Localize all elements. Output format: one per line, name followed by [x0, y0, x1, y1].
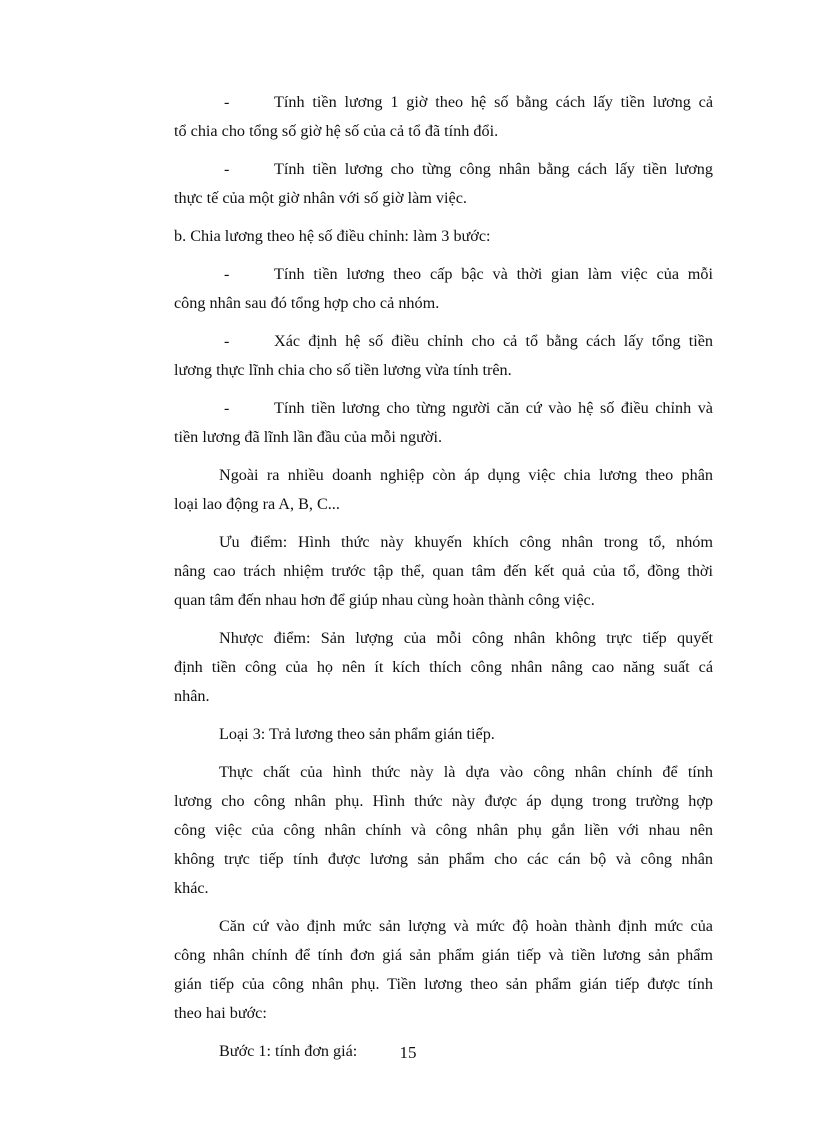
bullet-first-line: Tính tiền lương cho từng người căn cứ vào hệ số điều chỉnh và: [274, 399, 713, 417]
bullet-continuation: tiền lương đã lĩnh lần đầu của mỗi người.: [174, 428, 442, 446]
text-line: Ngoài ra nhiều doanh nghiệp còn áp dụng việc chia lương theo phân: [219, 466, 713, 484]
bullet-item: [174, 260, 713, 318]
text-line: Loại 3: Trả lương theo sản phẩm gián tiếp.: [219, 725, 495, 743]
bullet-dash: -: [224, 93, 230, 111]
bullet-dash: -: [224, 399, 230, 417]
bullet-continuation: thực tế của một giờ nhân với số giờ làm việc.: [174, 189, 467, 207]
text-line: loại lao động ra A, B, C...: [174, 495, 340, 513]
paragraph-basis: [174, 912, 713, 1028]
text-line: theo hai bước:: [174, 1004, 267, 1022]
section-heading: b. Chia lương theo hệ số điều chỉnh: làm 3 bước:: [174, 227, 491, 245]
text-line: không trực tiếp tính được lương sản phẩm cho các cán bộ và công nhân: [174, 850, 713, 868]
bullet-continuation: lương thực lĩnh chia cho số tiền lương vừa tính trên.: [174, 361, 512, 379]
bullet-continuation: công nhân sau đó tổng hợp cho cả nhóm.: [174, 294, 440, 312]
bullet-dash: -: [224, 265, 230, 283]
text-line: công việc của công nhân chính và công nhân phụ gắn liền với nhau nên: [174, 821, 713, 839]
bullet-item: [174, 155, 713, 213]
text-line: Ưu điểm: Hình thức này khuyến khích công nhân trong tổ, nhóm: [219, 533, 713, 551]
text-line: quan tâm đến nhau hơn để giúp nhau cùng hoàn thành công việc.: [174, 591, 595, 609]
text-line: gián tiếp của công nhân phụ. Tiền lương theo sản phẩm gián tiếp được tính: [174, 975, 713, 993]
text-line: công nhân chính để tính đơn giá sản phẩm gián tiếp và tiền lương sản phẩm: [174, 946, 713, 964]
bullet-continuation: tổ chia cho tổng số giờ hệ số của cả tổ đã tính đổi.: [174, 122, 499, 140]
text-line: Căn cứ vào định mức sản lượng và mức độ hoàn thành định mức của: [219, 917, 713, 935]
bullet-first-line: Xác định hệ số điều chỉnh cho cả tổ bằng cách lấy tổng tiền: [274, 332, 713, 350]
bullet-dash: -: [224, 160, 230, 178]
bullet-item: [174, 88, 713, 146]
text-line: Bước 1: tính đơn giá:: [219, 1042, 358, 1060]
page-number: 15: [399, 1043, 417, 1062]
text-line: định tiền công của họ nên ít kích thích công nhân nâng cao năng suất cá: [174, 658, 713, 676]
bullet-first-line: Tính tiền lương cho từng công nhân bằng cách lấy tiền lương: [274, 160, 713, 178]
paragraph-advantages: [174, 528, 713, 615]
text-line: Thực chất của hình thức này là dựa vào công nhân chính để tính: [219, 763, 713, 781]
bullet-first-line: Tính tiền lương theo cấp bậc và thời gian làm việc của mỗi: [274, 265, 713, 283]
text-line: lương cho công nhân phụ. Hình thức này được áp dụng trong trường hợp: [174, 792, 713, 810]
paragraph-type-3: [174, 720, 713, 749]
paragraph-classification: [174, 461, 713, 519]
text-line: Nhược điểm: Sản lượng của mỗi công nhân không trực tiếp quyết: [219, 629, 713, 647]
text-line: khác.: [174, 879, 209, 897]
bullet-item: [174, 394, 713, 452]
text-line: nâng cao trách nhiệm trước tập thể, quan tâm đến kết quả của tổ, đồng thời: [174, 562, 713, 580]
bullet-dash: -: [224, 332, 230, 350]
bullet-first-line: Tính tiền lương 1 giờ theo hệ số bằng cách lấy tiền lương cả: [274, 93, 713, 111]
paragraph-disadvantages: [174, 624, 713, 711]
paragraph-essence: [174, 758, 713, 903]
bullet-item: [174, 327, 713, 385]
page-body: [174, 88, 713, 1075]
text-line: nhân.: [174, 687, 210, 705]
